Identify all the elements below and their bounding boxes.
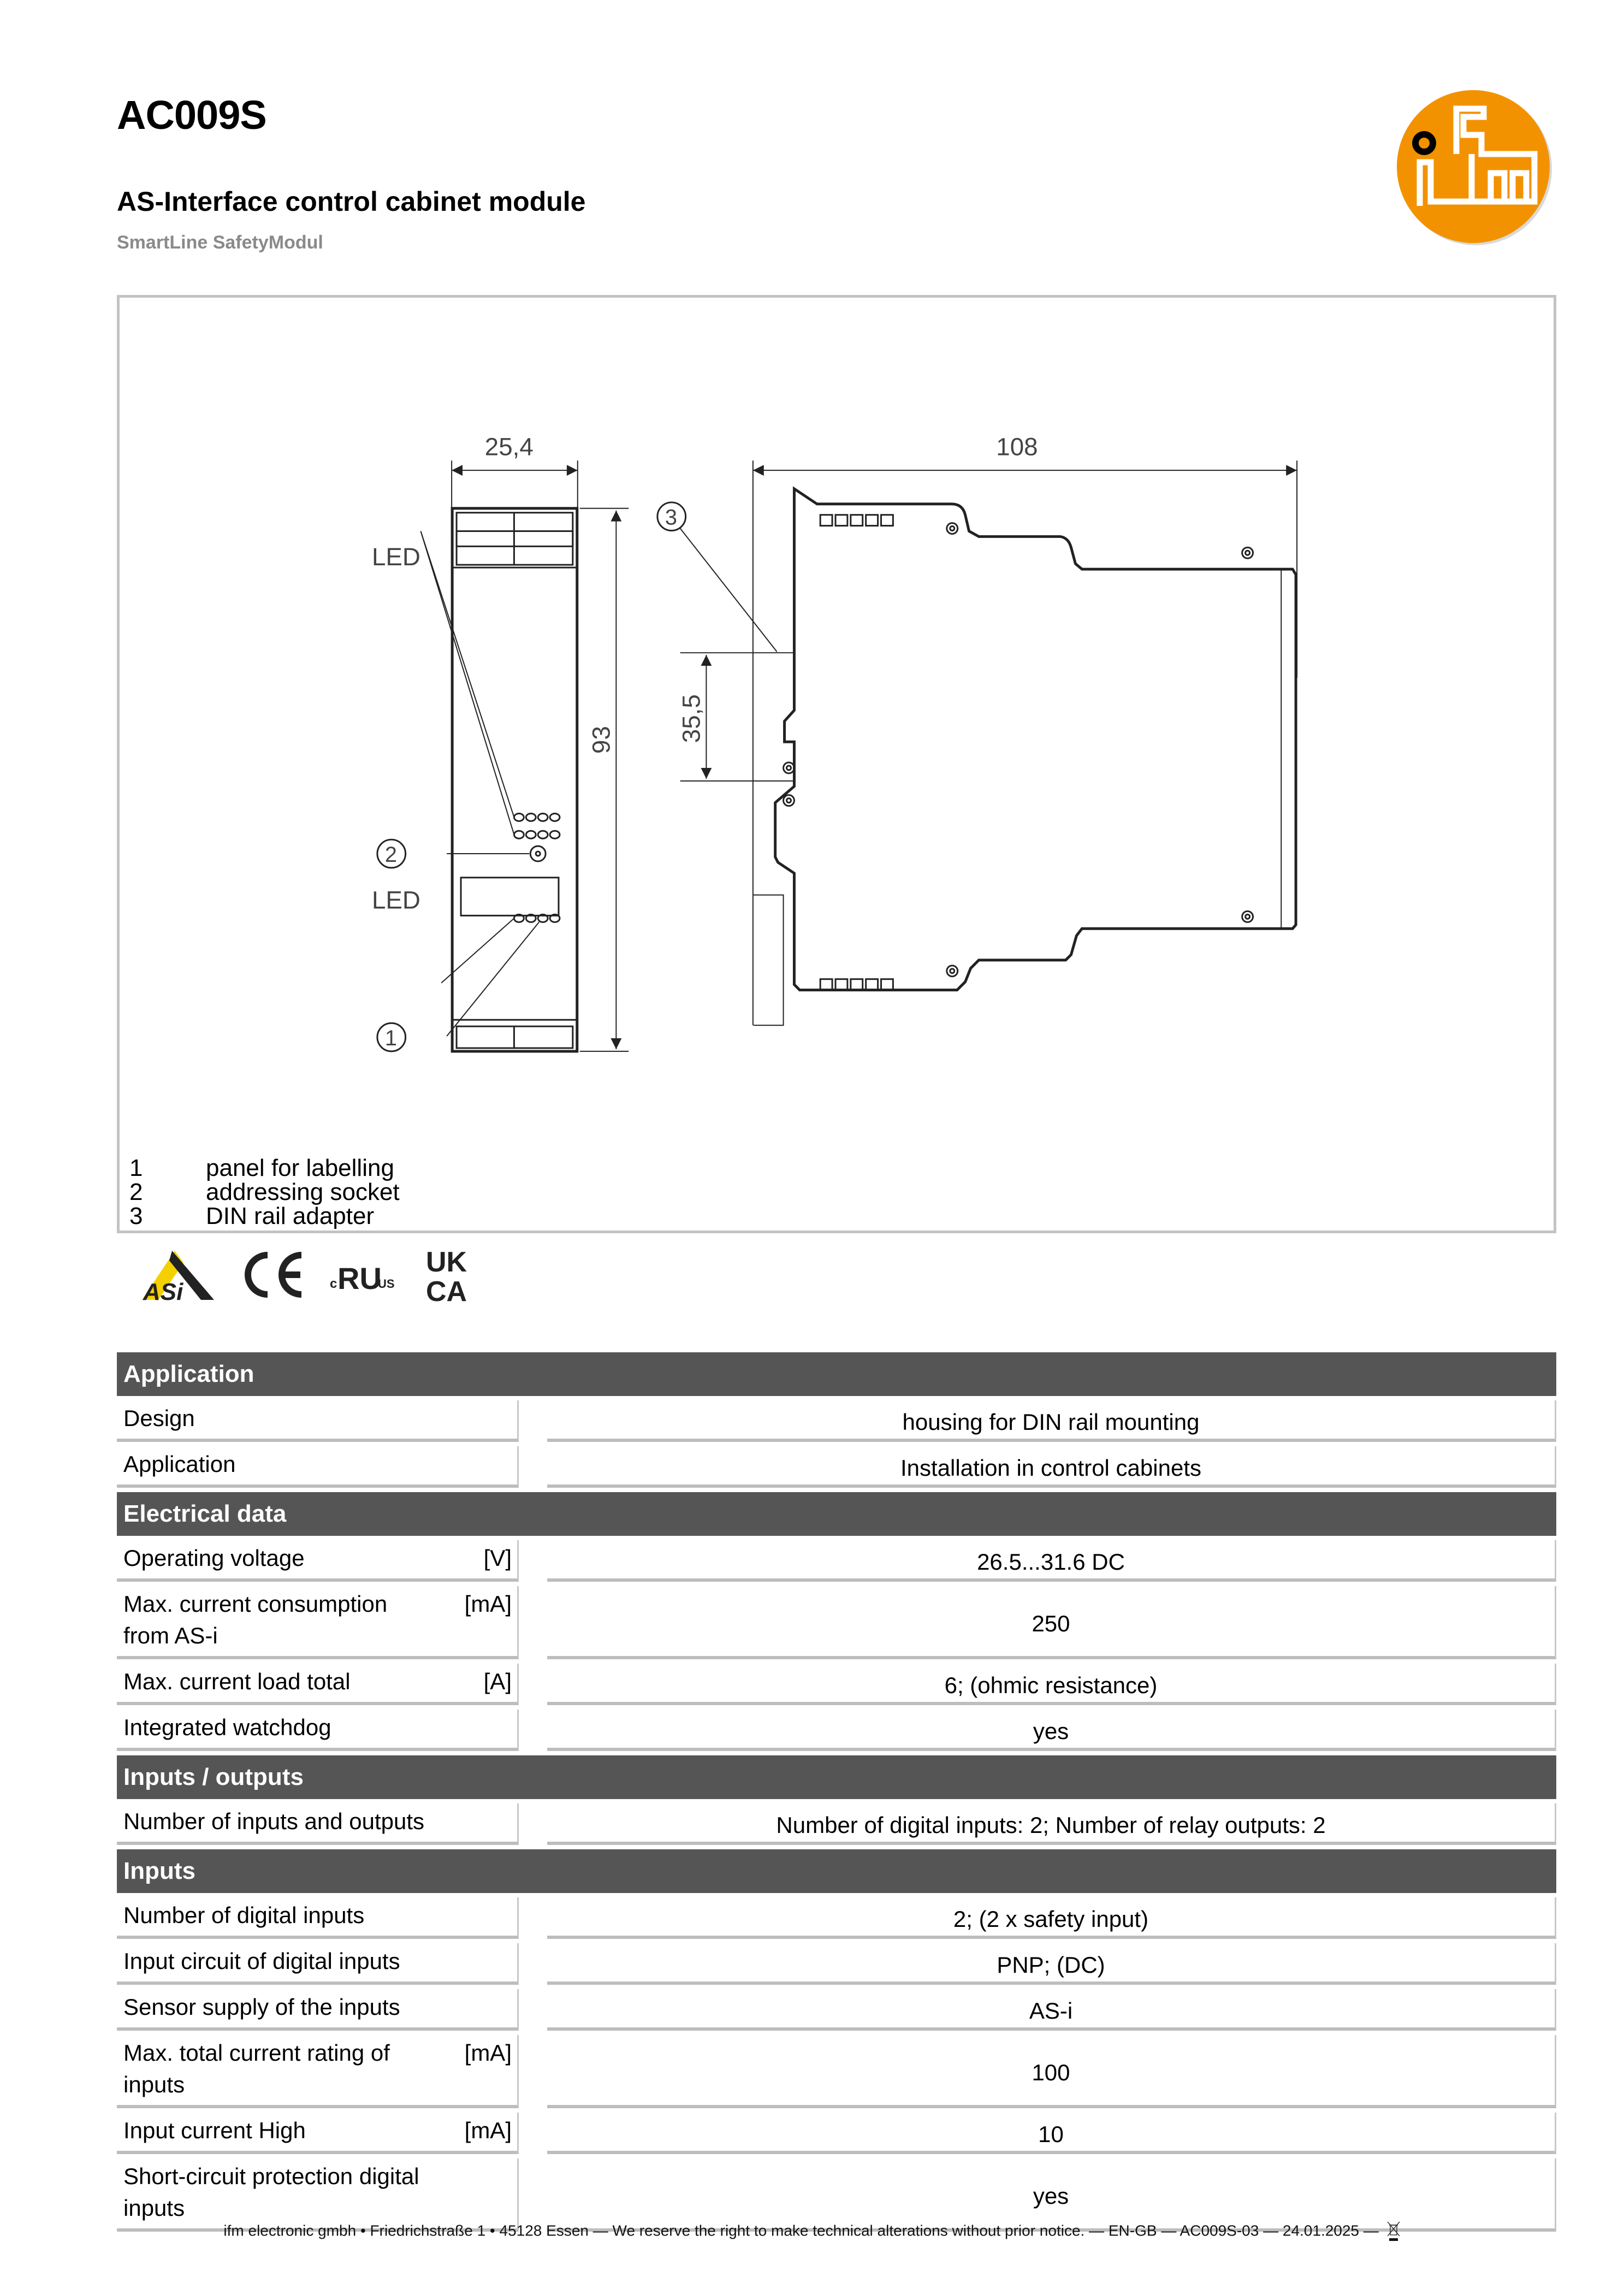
spec-label: Operating voltage <box>123 1545 305 1571</box>
spec-row <box>117 2113 1556 2154</box>
spec-value: 100 <box>547 2035 1556 2108</box>
spec-label: Design <box>123 1405 195 1431</box>
spec-row <box>117 1897 1556 1939</box>
dim-rail-height: 35,5 <box>677 694 706 743</box>
spec-row <box>117 1664 1556 1705</box>
spec-row <box>117 1540 1556 1582</box>
led-label-bottom: LED <box>371 886 420 914</box>
svg-text:US: US <box>378 1277 395 1291</box>
legend-item <box>129 1204 400 1228</box>
product-series: SmartLine SafetyModul <box>117 232 323 253</box>
spec-value: housing for DIN rail mounting <box>547 1400 1556 1442</box>
spec-value: yes <box>547 2158 1556 2232</box>
svg-text:RU: RU <box>337 1261 382 1296</box>
spec-row <box>117 1989 1556 2031</box>
weee-bin-icon <box>1386 2221 1401 2243</box>
svg-text:c: c <box>330 1276 337 1291</box>
ukca-mark-icon <box>426 1246 467 1308</box>
dimension-drawing <box>117 295 1556 1233</box>
spec-value: yes <box>547 1710 1556 1751</box>
spec-value: 250 <box>547 1586 1556 1659</box>
legend-text: panel for labelling <box>206 1155 394 1181</box>
spec-value: 6; (ohmic resistance) <box>547 1664 1556 1705</box>
page-footer <box>0 2221 1624 2243</box>
callout-2: 2 <box>384 842 397 867</box>
asi-logo-icon <box>142 1251 214 1305</box>
callout-3: 3 <box>665 505 677 530</box>
spec-value: Number of digital inputs: 2; Number of relay outputs: 2 <box>547 1803 1556 1845</box>
callout-1: 1 <box>384 1026 397 1050</box>
section-inputs: Inputs <box>117 1849 1556 1893</box>
footer-text: ifm electronic gmbh • Friedrichstraße 1 • 45128 Essen — We reserve the right to make technical alterations without prior notice. — EN-GB — AC009S-03 — 24.01.2025 — <box>223 2222 1379 2239</box>
dim-depth: 108 <box>996 433 1038 461</box>
spec-row <box>117 2035 1556 2108</box>
product-code: AC009S <box>117 92 266 138</box>
legend-item <box>129 1180 400 1204</box>
svg-text:CA: CA <box>426 1276 467 1308</box>
spec-label: Input circuit of digital inputs <box>123 1948 400 1974</box>
legend-number: 1 <box>129 1155 143 1181</box>
spec-unit: [V] <box>483 1545 512 1571</box>
spec-unit: [mA] <box>464 2117 512 2143</box>
legend-text: DIN rail adapter <box>206 1203 375 1229</box>
ifm-logo <box>1395 88 1554 247</box>
spec-label: Short-circuit protection digital inputs <box>123 2163 419 2221</box>
spec-unit <box>506 2161 512 2224</box>
section-application: Application <box>117 1352 1556 1396</box>
spec-row <box>117 1710 1556 1751</box>
led-label-top: LED <box>371 543 420 571</box>
spec-unit: [mA] <box>464 1591 512 1617</box>
spec-unit <box>506 1403 512 1434</box>
spec-label: Integrated watchdog <box>123 1714 331 1740</box>
legend-text: addressing socket <box>206 1179 400 1205</box>
spec-unit <box>506 1806 512 1837</box>
dim-width-front: 25,4 <box>484 433 534 461</box>
cul-us-mark-icon <box>330 1261 395 1296</box>
legend-number: 2 <box>129 1179 143 1205</box>
certification-marks <box>131 1240 513 1311</box>
drawing-legend <box>129 1156 400 1228</box>
spec-value: 10 <box>547 2113 1556 2154</box>
spec-row <box>117 1400 1556 1442</box>
spec-row <box>117 1803 1556 1845</box>
spec-value: 26.5...31.6 DC <box>547 1540 1556 1582</box>
legend-item <box>129 1156 400 1180</box>
svg-text:ASi: ASi <box>143 1279 183 1305</box>
spec-value: AS-i <box>547 1989 1556 2031</box>
spec-unit <box>506 1991 512 2023</box>
spec-unit <box>506 1945 512 1977</box>
spec-unit <box>506 1900 512 1931</box>
spec-row <box>117 1446 1556 1488</box>
spec-value: Installation in control cabinets <box>547 1446 1556 1488</box>
dim-height: 93 <box>587 726 615 754</box>
spec-value: 2; (2 x safety input) <box>547 1897 1556 1939</box>
svg-text:UK: UK <box>426 1246 467 1278</box>
section-inputs-outputs: Inputs / outputs <box>117 1755 1556 1799</box>
spec-value: PNP; (DC) <box>547 1943 1556 1985</box>
spec-row <box>117 1943 1556 1985</box>
spec-unit: [mA] <box>464 2040 512 2066</box>
spec-label: Number of inputs and outputs <box>123 1808 425 1834</box>
specifications-table <box>117 1348 1556 2232</box>
spec-label: Max. current load total <box>123 1669 351 1694</box>
spec-unit: [A] <box>483 1669 512 1694</box>
spec-unit <box>506 1712 512 1743</box>
product-title: AS-Interface control cabinet module <box>117 186 586 217</box>
spec-label: Max. total current rating of inputs <box>123 2040 390 2097</box>
spec-label: Max. current consumption from AS-i <box>123 1591 388 1648</box>
legend-number: 3 <box>129 1203 143 1229</box>
spec-label: Number of digital inputs <box>123 1902 365 1928</box>
spec-label: Input current High <box>123 2117 306 2143</box>
spec-row <box>117 1586 1556 1659</box>
spec-label: Application <box>123 1451 236 1477</box>
ce-mark-icon <box>248 1255 301 1294</box>
spec-unit <box>506 1448 512 1480</box>
section-electrical-data: Electrical data <box>117 1492 1556 1536</box>
technical-drawing <box>120 298 1554 1231</box>
spec-label: Sensor supply of the inputs <box>123 1994 400 2020</box>
